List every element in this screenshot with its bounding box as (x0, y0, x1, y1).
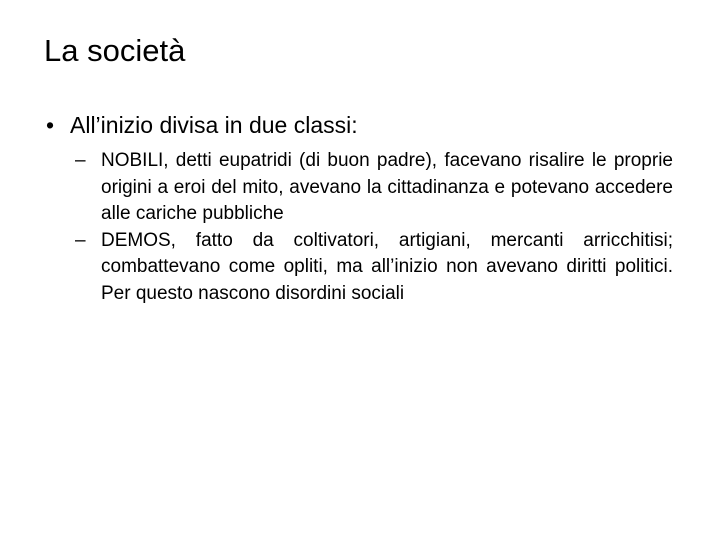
bullet-item (30, 105, 358, 145)
sub-bullet-dash: – (75, 229, 86, 251)
bullet-marker: • (45, 112, 55, 138)
sub-bullet-nobili (75, 148, 673, 228)
sub-bullet-demos (75, 228, 673, 308)
sub-bullet-list (75, 148, 673, 307)
bullet-text: All’inizio divisa in due classi: (70, 112, 358, 138)
sub-bullet-dash: – (75, 150, 86, 171)
sub-bullet-text: NOBILI, detti eupatridi (di buon padre), facevano risalire le proprie origini a eroi del mito, avevano la cittadinanza e potevano accedere alle cariche pubbliche (101, 150, 673, 224)
sub-bullet-text: DEMOS, fatto da coltivatori, artigiani, mercanti arricchitisi; combattevano come opliti, ma all’inizio non avevano diritti politici. Per questo nascono disordini sociali (101, 229, 673, 304)
slide-title: La società (44, 33, 186, 68)
